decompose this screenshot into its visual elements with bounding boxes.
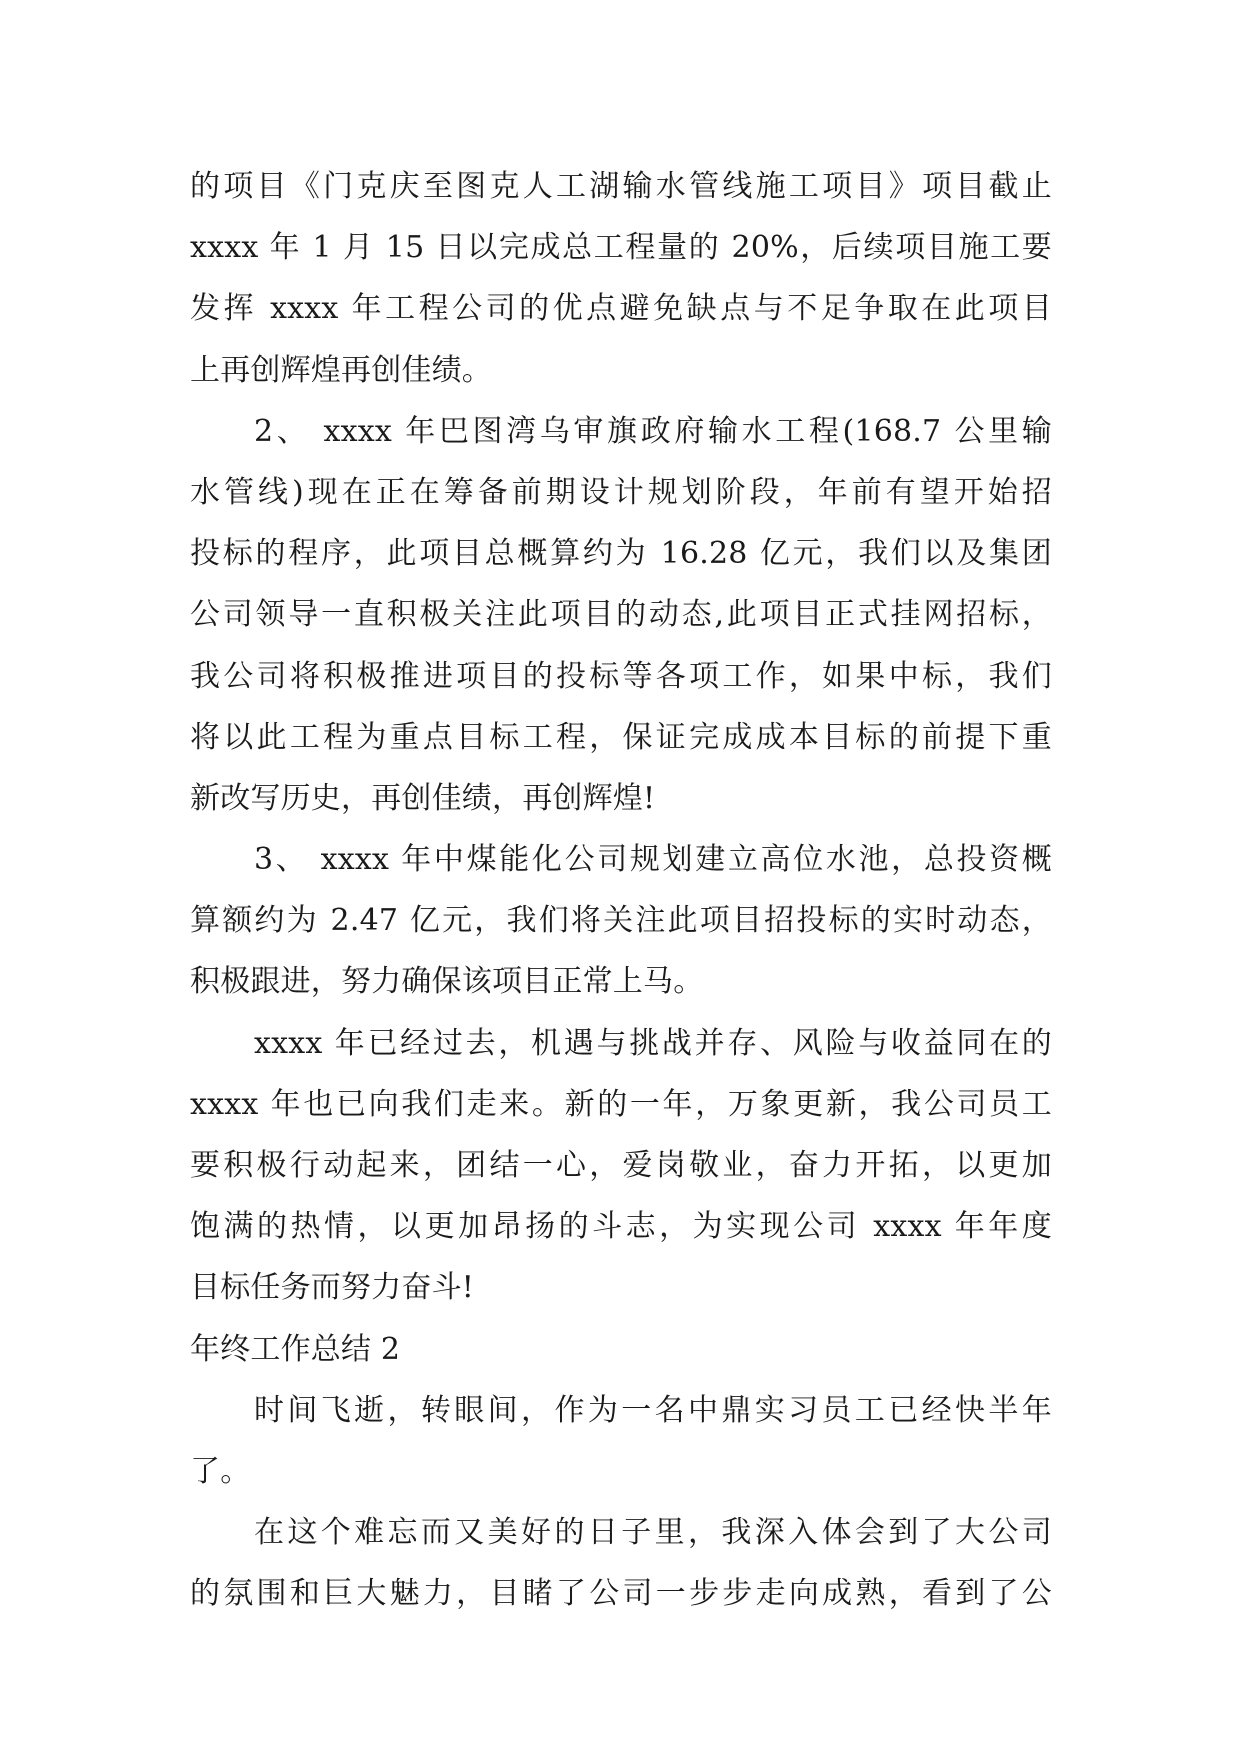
paragraph-item-2 (190, 401, 1052, 829)
section-heading: 年终工作总结 2 (190, 1331, 401, 1367)
text-line: xxxx 年也已向我们走来。新的一年，万象更新，我公司员工 (190, 1086, 1052, 1122)
text-line: 在这个难忘而又美好的日子里，我深入体会到了大公司 (254, 1515, 1052, 1551)
paragraph-intro (190, 1380, 1052, 1502)
document-page (190, 156, 1052, 1625)
text-line: 了。 (190, 1453, 251, 1489)
text-line: 我公司将积极推进项目的投标等各项工作，如果中标，我们 (190, 658, 1052, 694)
text-line: 上再创辉煌再创佳绩。 (190, 352, 492, 388)
text-line: 新改写历史，再创佳绩，再创辉煌! (190, 780, 656, 816)
text-line: 积极跟进，努力确保该项目正常上马。 (190, 964, 704, 1000)
text-line: 投标的程序，此项目总概算约为 16.28 亿元，我们以及集团 (190, 536, 1052, 572)
text-line: 2、 xxxx 年巴图湾乌审旗政府输水工程(168.7 公里输 (254, 413, 1052, 449)
text-line: 的氛围和巨大魅力，目睹了公司一步步走向成熟，看到了公 (190, 1576, 1052, 1612)
text-line: 算额约为 2.47 亿元，我们将关注此项目招投标的实时动态， (190, 903, 1052, 939)
text-line: 目标任务而努力奋斗! (190, 1270, 475, 1306)
text-line: 要积极行动起来，团结一心，爱岗敬业，奋力开拓，以更加 (190, 1148, 1052, 1183)
text-line: 时间飞逝，转眼间，作为一名中鼎实习员工已经快半年 (254, 1392, 1052, 1428)
text-line: 公司领导一直积极关注此项目的动态,此项目正式挂网招标， (190, 597, 1052, 633)
text-line: 饱满的热情，以更加昂扬的斗志，为实现公司 xxxx 年年度 (190, 1209, 1052, 1245)
text-line: 发挥 xxxx 年工程公司的优点避免缺点与不足争取在此项目 (190, 291, 1052, 327)
paragraph-item-3 (190, 829, 1052, 1013)
paragraph-experience (190, 1502, 1052, 1624)
text-line: xxxx 年已经过去，机遇与挑战并存、风险与收益同在的 (254, 1025, 1052, 1061)
text-line: 将以此工程为重点目标工程，保证完成成本目标的前提下重 (190, 719, 1052, 755)
paragraph-project-progress (190, 156, 1052, 401)
text-line: 3、 xxxx 年中煤能化公司规划建立高位水池，总投资概 (254, 842, 1052, 878)
paragraph-outlook (190, 1013, 1052, 1319)
text-line: 水管线)现在正在筹备前期设计规划阶段，年前有望开始招 (190, 474, 1052, 510)
text-line: 的项目《门克庆至图克人工湖输水管线施工项目》项目截止 (190, 169, 1052, 204)
text-line: xxxx 年 1 月 15 日以完成总工程量的 20%，后续项目施工要 (190, 230, 1052, 266)
